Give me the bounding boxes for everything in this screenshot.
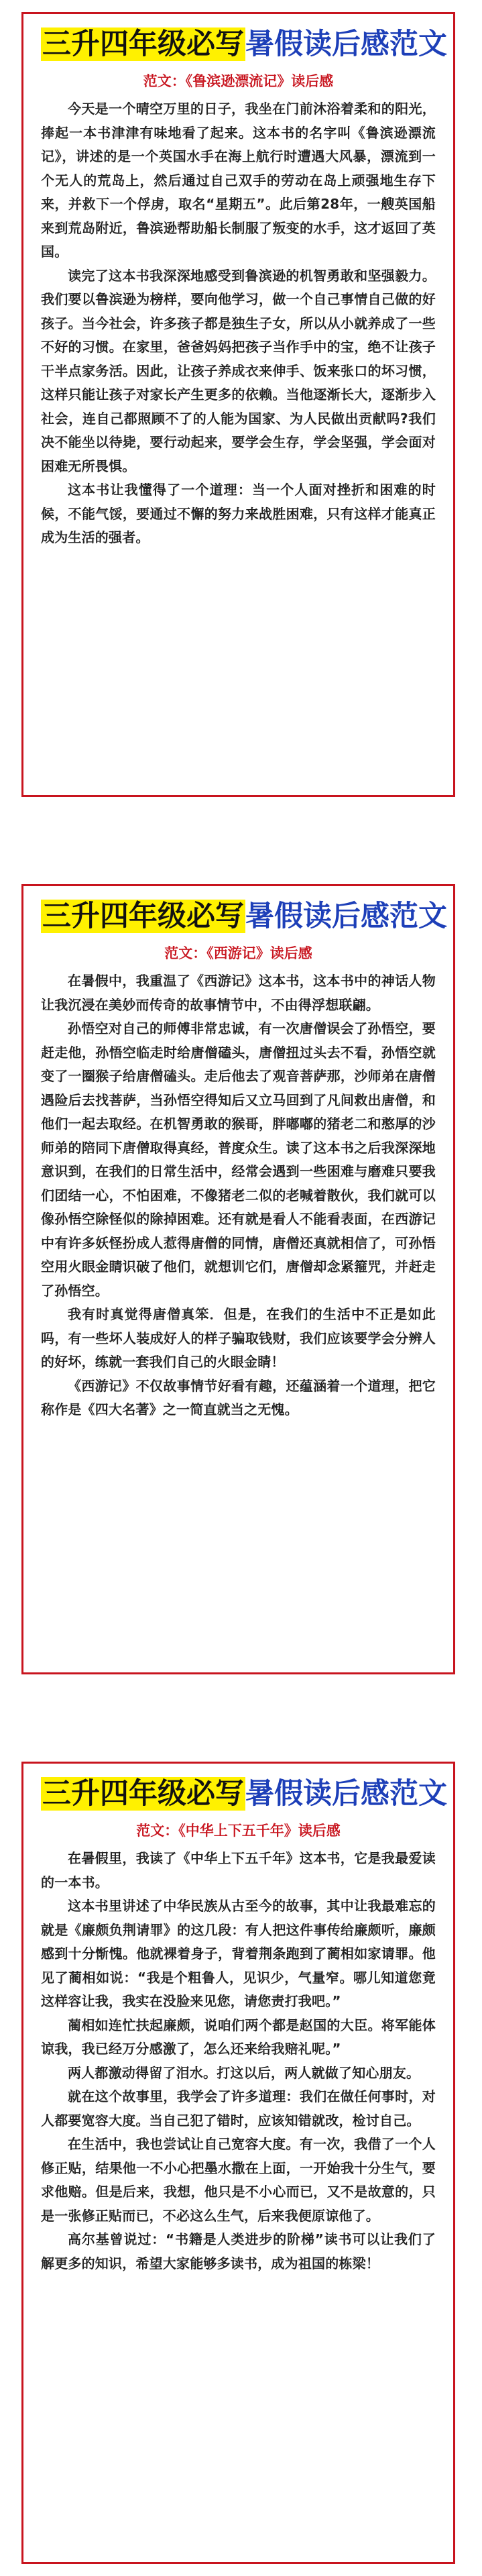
essay-card-2 xyxy=(21,884,455,1674)
paragraph: 就在这个故事里，我学会了许多道理：我们在做任何事时，对人都要宽容大度。当自己犯了错时，应该知错就改，检讨自己。 xyxy=(41,2088,436,2129)
title-rest: 暑假读后感范文 xyxy=(245,900,447,933)
paragraph: 这本书里讲述了中华民族从古至今的故事，其中让我最难忘的就是《廉颇负荆请罪》的这几段：有人把这件事传给廉颇听，廉颇感到十分惭愧。他就裸着身子，背着荆条跑到了蔺相如家请罪。他见了蔺相如说：“我是个粗鲁人，见识少，气量窄。哪儿知道您竟这样容让我，我实在没脸来见您，请您责打我吧。” xyxy=(41,1898,436,2009)
paragraph: 我有时真觉得唐僧真笨．但是，在我们的生活中不正是如此吗，有一些坏人装成好人的样子骗取钱财，我们应该要学会分辨人的好坏，练就一套我们自己的火眼金睛！ xyxy=(41,1306,436,1370)
title-highlight: 三升四年级必写 xyxy=(42,28,244,61)
title-highlight: 三升四年级必写 xyxy=(42,900,244,933)
paragraph: 《西游记》不仅故事情节好看有趣，还蕴涵着一个道理，把它称作是《四大名著》之一简直就当之无愧。 xyxy=(41,1377,436,1417)
essay-card-1 xyxy=(21,12,455,797)
paragraph: 高尔基曾说过：“书籍是人类进步的阶梯”读书可以让我们了解更多的知识，希望大家能够多读书，成为祖国的栋梁！ xyxy=(41,2231,436,2271)
card-subtitle: 范文：《鲁滨逊漂流记》读后感 xyxy=(143,73,334,89)
essay-card-3 xyxy=(21,1762,455,2564)
paragraph: 读完了这本书我深深地感受到鲁滨逊的机智勇敢和坚强毅力。我们要以鲁滨逊为榜样，要向他学习，做一个自己事情自己做的好孩子。当今社会，许多孩子都是独生子女，所以从小就养成了一些不好的习惯。在家里，爸爸妈妈把孩子当作手中的宝，绝不让孩子干半点家务活。因此，让孩子养成衣来伸手、饭来张口的坏习惯，这样只能让孩子对家长产生更多的依赖。当他逐渐长大，逐渐步入社会，连自己都照顾不了的人能为国家、为人民做出贡献吗?我们决不能坐以待毙，要行动起来，要学会生存，学会坚强，学会面对困难无所畏惧。 xyxy=(41,267,436,474)
card-title xyxy=(41,1773,447,1815)
title-rest: 暑假读后感范文 xyxy=(245,28,447,61)
paragraph: 在生活中，我也尝试让自己宽容大度。有一次，我借了一个人修正贴，结果他一不小心把墨水撒在上面，一开始我十分生气，要求他赔。但是后来，我想，他只是不小心而已，又不是故意的，只是一张修正贴而已，不必这么生气，后来我便原谅他了。 xyxy=(41,2136,436,2224)
title-highlight: 三升四年级必写 xyxy=(42,1777,244,1811)
card-subtitle: 范文：《西游记》读后感 xyxy=(164,945,312,961)
paragraph: 蔺相如连忙扶起廉颇，说咱们两个都是赵国的大臣。将军能体谅我，我已经万分感激了，怎么还来给我赔礼呢。” xyxy=(41,2017,436,2057)
card-title xyxy=(41,23,447,65)
paragraph: 两人都激动得留了泪水。打这以后，两人就做了知心朋友。 xyxy=(68,2064,420,2081)
paragraph: 这本书让我懂得了一个道理：当一个人面对挫折和困难的时候，不能气馁，要通过不懈的努力来战胜困难，只有这样才能真正成为生活的强者。 xyxy=(41,482,436,545)
paragraph: 孙悟空对自己的师傅非常忠诚，有一次唐僧误会了孙悟空，要赶走他，孙悟空临走时给唐僧磕头，唐僧扭过头去不看，孙悟空就变了一圈猴子给唐僧磕头。走后他去了观音菩萨那，沙师弟在唐僧遇险后去找菩萨，当孙悟空得知后又立马回到了凡间救出唐僧，和他们一起去取经。在机智勇敢的猴哥，胖嘟嘟的猪老二和憨厚的沙师弟的陪同下唐僧取得真经，普度众生。读了这本书之后我深深地意识到，在我们的日常生活中，经常会遇到一些困难与磨难只要我们团结一心，不怕困难，不像猪老二似的老喊着散伙，我们就可以像孙悟空除怪似的除掉困难。还有就是看人不能看表面，在西游记中有许多妖怪扮成人惹得唐僧的同情，唐僧还真就相信了，可孙悟空用火眼金睛识破了他们，就想训它们，唐僧却念紧箍咒，并赶走了孙悟空。 xyxy=(41,1020,436,1299)
paragraph: 在暑假中，我重温了《西游记》这本书，这本书中的神话人物让我沉浸在美妙而传奇的故事情节中，不由得浮想联翩。 xyxy=(41,973,436,1013)
title-rest: 暑假读后感范文 xyxy=(245,1777,447,1811)
card-subtitle: 范文：《中华上下五千年》读后感 xyxy=(136,1823,341,1839)
paragraph: 在暑假里，我读了《中华上下五千年》这本书，它是我最爱读的一本书。 xyxy=(41,1850,436,1890)
paragraph: 今天是一个晴空万里的日子，我坐在门前沐浴着柔和的阳光，捧起一本书津津有味地看了起来。这本书的名字叫《鲁滨逊漂流记》，讲述的是一个英国水手在海上航行时遭遇大风暴，漂流到一个无人的荒岛上，然后通过自己双手的劳动在岛上顽强地生存下来，并救下一个俘虏，取名“星期五”。此后第28年，一艘英国船来到荒岛附近，鲁滨逊帮助船长制服了叛变的水手，这才返回了英国。 xyxy=(41,101,436,260)
card-title xyxy=(41,896,447,937)
